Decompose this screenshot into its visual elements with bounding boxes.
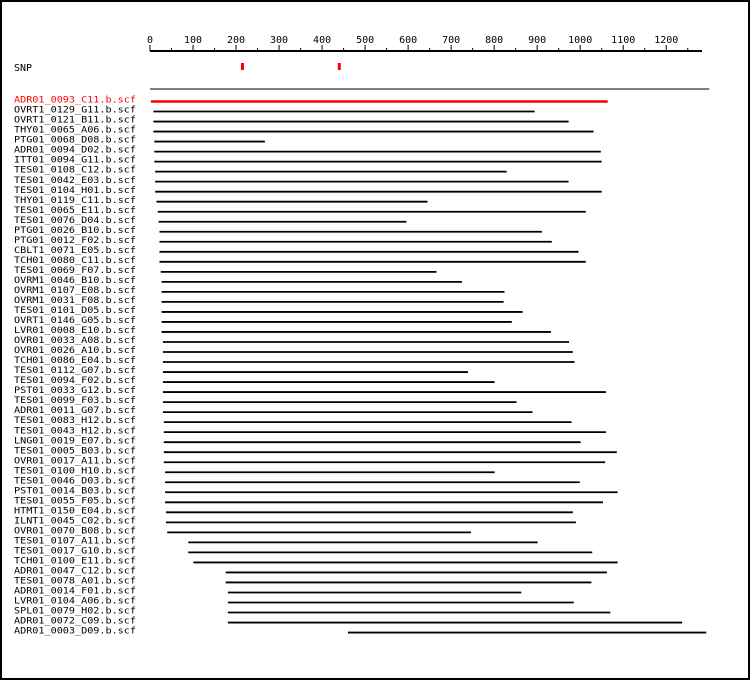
read-label: TES01_0042_E03.b.scf	[14, 174, 136, 186]
read-label: OVRT1_0121_B11.b.scf	[14, 114, 136, 126]
read-label: LVR01_0104_A06.b.scf	[14, 595, 136, 607]
axis-tick-label: 900	[528, 35, 547, 46]
axis-tick-label: 500	[356, 35, 375, 46]
read-label: ADR01_0003_D09.b.scf	[14, 625, 136, 637]
read-label: TES01_0055_F05.b.scf	[14, 495, 136, 507]
read-label: TES01_0101_D05.b.scf	[14, 305, 136, 317]
read-label: ADR01_0047_C12.b.scf	[14, 565, 136, 577]
axis-tick-label: 600	[399, 35, 418, 46]
snp-marker	[338, 63, 341, 70]
read-label: ADR01_0094_D02.b.scf	[14, 144, 136, 156]
axis-tick-label: 1100	[611, 35, 636, 46]
read-label: TES01_0107_A11.b.scf	[14, 535, 136, 547]
read-label: TES01_0017_G10.b.scf	[14, 545, 136, 557]
read-label: PST01_0033_G12.b.scf	[14, 385, 136, 397]
read-label: TES01_0104_H01.b.scf	[14, 184, 136, 196]
read-label: ADR01_0011_G07.b.scf	[14, 405, 136, 417]
read-label: PTG01_0012_F02.b.scf	[14, 234, 136, 246]
read-label: TCH01_0080_C11.b.scf	[14, 254, 136, 266]
read-label: LVR01_0008_E10.b.scf	[14, 325, 136, 337]
read-label: OVRT1_0129_G11.b.scf	[14, 104, 136, 116]
read-label: TES01_0083_H12.b.scf	[14, 415, 136, 427]
read-label: CBLT1_0071_E05.b.scf	[14, 244, 136, 256]
read-label: TCH01_0100_E11.b.scf	[14, 555, 136, 567]
read-label: OVR01_0033_A08.b.scf	[14, 335, 136, 347]
read-label: PTG01_0026_B10.b.scf	[14, 224, 136, 236]
read-label: OVR01_0070_B08.b.scf	[14, 525, 136, 537]
read-label: THY01_0065_A06.b.scf	[14, 124, 136, 136]
read-label: TES01_0065_E11.b.scf	[14, 204, 136, 216]
snp-track-label: SNP	[14, 63, 33, 74]
axis-tick-label: 300	[270, 35, 289, 46]
read-label: ITT01_0094_G11.b.scf	[14, 154, 136, 166]
snp-marker	[241, 63, 244, 70]
read-label: TES01_0112_G07.b.scf	[14, 365, 136, 377]
axis-tick-label: 200	[227, 35, 246, 46]
read-label: TES01_0099_F03.b.scf	[14, 395, 136, 407]
axis-tick-label: 700	[442, 35, 461, 46]
read-label: THY01_0119_C11.b.scf	[14, 194, 136, 206]
read-label: OVR01_0017_A11.b.scf	[14, 455, 136, 467]
read-label: TES01_0043_H12.b.scf	[14, 425, 136, 437]
read-label: TES01_0005_B03.b.scf	[14, 445, 136, 457]
axis-tick-label: 800	[485, 35, 504, 46]
read-label: TES01_0069_F07.b.scf	[14, 264, 136, 276]
read-label: TES01_0078_A01.b.scf	[14, 575, 136, 587]
read-label: TES01_0100_H10.b.scf	[14, 465, 136, 477]
read-label: TES01_0108_C12.b.scf	[14, 164, 136, 176]
read-label: TCH01_0086_E04.b.scf	[14, 355, 136, 367]
axis-tick-label: 400	[313, 35, 332, 46]
read-label: OVRM1_0031_F08.b.scf	[14, 295, 136, 306]
read-label: PTG01_0068_D08.b.scf	[14, 134, 136, 146]
read-label: ADR01_0014_F01.b.scf	[14, 585, 136, 597]
axis-tick-label: 0	[146, 35, 154, 46]
axis-tick-label: 1000	[568, 35, 593, 46]
read-label: ADR01_0093_C11.b.scf	[14, 94, 136, 106]
read-label: ILNT1_0045_C02.b.scf	[14, 515, 136, 527]
position-axis	[147, 35, 702, 51]
read-label: OVRT1_0146_G05.b.scf	[14, 315, 136, 327]
read-label: OVRM1_0046_B10.b.scf	[14, 274, 136, 286]
axis-tick-label: 100	[183, 35, 203, 46]
read-label: LNG01_0019_E07.b.scf	[14, 435, 136, 447]
read-label: TES01_0046_D03.b.scf	[14, 475, 136, 487]
read-label: TES01_0094_F02.b.scf	[14, 375, 136, 387]
snp-track	[241, 63, 341, 70]
alignment-chart	[2, 2, 748, 678]
read-label: HTMT1_0150_E04.b.scf	[14, 505, 136, 517]
read-list	[14, 95, 706, 637]
read-label: ADR01_0072_C09.b.scf	[14, 615, 136, 627]
read-label: PST01_0014_B03.b.scf	[14, 485, 136, 497]
read-label: SPL01_0079_H02.b.scf	[14, 605, 136, 617]
read-label: OVR01_0026_A10.b.scf	[14, 345, 136, 357]
axis-tick-label: 1200	[654, 35, 679, 46]
read-label: TES01_0076_D04.b.scf	[14, 214, 136, 226]
read-label: OVRM1_0107_E08.b.scf	[14, 284, 136, 296]
